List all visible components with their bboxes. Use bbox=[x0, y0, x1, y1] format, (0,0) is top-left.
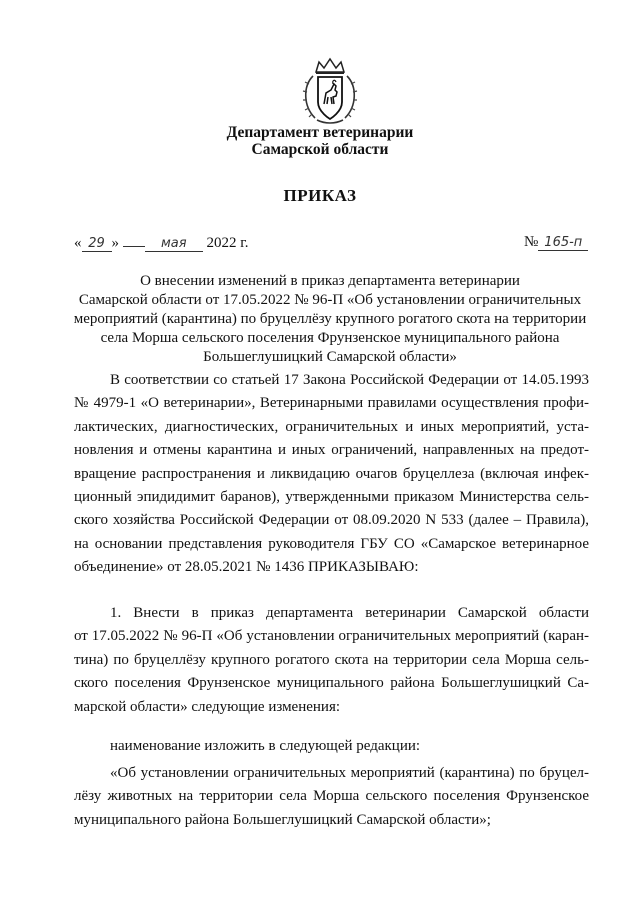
text-line: наименование изложить в следующей редакции: bbox=[110, 738, 421, 754]
number-prefix: № bbox=[524, 234, 539, 250]
subject-line: О внесении изменений в приказ департамента ветеринарии bbox=[140, 273, 520, 289]
order-number bbox=[524, 234, 588, 251]
paragraph-item-1 bbox=[74, 602, 589, 719]
text-line: муниципального района Большеглушицкий Самарской области»; bbox=[74, 811, 491, 828]
text-line: ского поселения Фрунзенское муниципального района Большеглушицкий Са- bbox=[74, 675, 589, 692]
date-month: мая bbox=[145, 237, 203, 252]
text-line: от 17.05.2022 № 96-П «Об установлении ограничительных мероприятий (каран- bbox=[74, 628, 589, 645]
date-underline bbox=[123, 234, 145, 247]
order-date bbox=[74, 234, 248, 252]
text-line: марской области» следующие изменения: bbox=[74, 698, 341, 715]
subject-line: Самарской области от 17.05.2022 № 96-П «Об установлении ограничительных bbox=[78, 292, 582, 308]
text-line: тина) по бруцеллёзу крупного рогатого скота на территории села Морша сель- bbox=[74, 651, 589, 668]
text-line: В соответствии со статьей 17 Закона Российской Федерации от 14.05.1993 bbox=[110, 372, 589, 388]
text-line: объединение» от 28.05.2021 № 1436 ПРИКАЗЫВАЮ: bbox=[74, 559, 419, 576]
text-line: лёзу животных на территории села Морша сельского поселения Фрунзенское bbox=[74, 788, 589, 805]
date-close-quote: » bbox=[111, 235, 119, 251]
text-line: вращение распространения и ликвидацию очагов бруцеллеза (включая инфек- bbox=[74, 465, 589, 482]
samara-coat-of-arms-icon bbox=[299, 56, 361, 126]
date-open-quote: « bbox=[74, 235, 82, 251]
paragraph-legal-basis bbox=[74, 369, 589, 580]
text-line: «Об установлении ограничительных мероприятий (карантина) по бруцел- bbox=[110, 765, 589, 781]
text-line: № 4979-1 «О ветеринарии», Ветеринарными правилами осуществления профи- bbox=[74, 395, 589, 412]
text-line: на основании представления руководителя ГБУ СО «Самарское ветеринарное bbox=[74, 535, 589, 552]
text-line: ционный эпидидимит баранов), утвержденными приказом Министерства сель- bbox=[74, 488, 589, 505]
text-line: новления и отмены карантина и иных ограничений, направленных на предот- bbox=[74, 442, 589, 459]
paragraph-new-title bbox=[74, 762, 589, 832]
date-day: 29 bbox=[82, 237, 112, 252]
date-year: 2022 г. bbox=[206, 235, 249, 251]
text-line: лактических, диагностических, ограничительных и иных мероприятий, уста- bbox=[74, 418, 589, 435]
text-line: 1. Внести в приказ департамента ветеринарии Самарской области bbox=[110, 605, 589, 621]
order-subject bbox=[60, 272, 600, 367]
text-line: ского хозяйства Российской Федерации от 08.09.2020 N 533 (далее – Правила), bbox=[74, 512, 589, 529]
paragraph-title-change bbox=[74, 735, 589, 758]
subject-line: Большеглушицкий Самарской области» bbox=[203, 349, 457, 365]
number-value: 165-п bbox=[538, 236, 588, 251]
department-region: Самарской области bbox=[251, 141, 389, 158]
order-title: ПРИКАЗ bbox=[283, 186, 357, 205]
subject-line: села Морша сельского поселения Фрунзенское муниципального района bbox=[100, 330, 560, 346]
department-name: Департамент ветеринарии bbox=[226, 124, 414, 141]
subject-line: мероприятий (карантина) по бруцеллёзу крупного рогатого скота на территории bbox=[73, 311, 587, 327]
